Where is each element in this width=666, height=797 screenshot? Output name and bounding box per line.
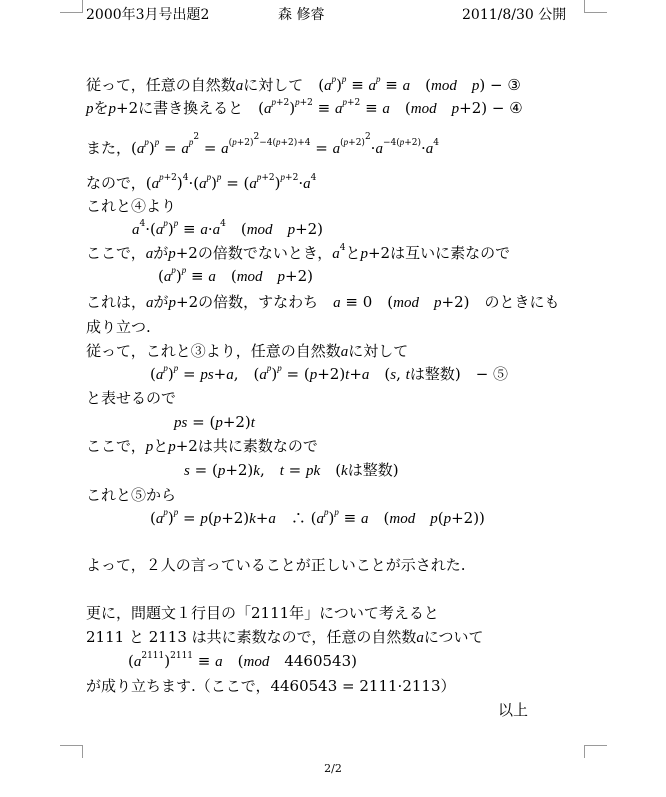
- header-title: 2000年3月号出題2: [86, 7, 210, 23]
- text-line: 従って，これと③より，任意の自然数aに対して: [86, 342, 409, 360]
- closing-mark: 以上: [498, 701, 529, 719]
- text-line: なので，$(a^{p+2})^4\cdot(a^p)^p = (a^{p+2})^{p+2}\cdot a^4$: [86, 172, 317, 192]
- text-line: これは，aがp+2の倍数，すなわち a ≡ 0 (mod p+2) のときにも: [86, 293, 560, 311]
- text-line: 成り立つ.: [86, 318, 151, 336]
- crop-mark-bottom-right: [584, 745, 607, 758]
- text-line: $(a^p)^p = ps+a$, $(a^p)^p = (p+2)t+a$ (s, tは整数) − ⑤: [150, 363, 509, 383]
- text-line: と表せるので: [86, 389, 177, 407]
- text-line: $a^4\cdot(a^p)^p \equiv a\cdot a^4$ (mod p+2): [132, 218, 324, 238]
- text-line: が成り立ちます.（ここで，4460543 = 2111·2113）: [86, 677, 456, 695]
- text-line: ここで，aがp+2の倍数でないとき，$a^4$とp+2は互いに素なので: [86, 243, 511, 262]
- text-line: ps = (p+2)t: [174, 413, 255, 431]
- text-line: これと⑤から: [86, 486, 177, 504]
- text-line: s = (p+2)k, t = pk (kは整数): [184, 461, 399, 479]
- crop-mark-bottom-left: [60, 745, 83, 758]
- text-line: また，$(a^p)^p = a^{p^2} = a^{(p+2)^2-4(p+2)+4} = a^{(p+2)^2}\cdot a^{-4(p+2)}\cdot a^4$: [86, 132, 440, 157]
- header-date: 2011/8/30 公開: [462, 7, 567, 23]
- header-author: 森 修睿: [278, 7, 325, 23]
- crop-mark-top-left: [60, 0, 83, 13]
- text-line: 更に，問題文１行目の「2111年」について考えると: [86, 604, 439, 622]
- text-line: $(a^{2111})^{2111} \equiv a$ (mod 4460543): [128, 651, 358, 670]
- text-line: pをp+2に書き換えると $(a^{p+2})^{p+2} \equiv a^{p+2} \equiv a$ (mod p+2) − ④: [86, 97, 523, 117]
- page-number: 2/2: [324, 762, 342, 775]
- text-line: $(a^p)^p \equiv a$ (mod p+2): [158, 265, 314, 285]
- crop-mark-top-right: [584, 0, 607, 13]
- text-line: 従って，任意の自然数aに対して $(a^p)^p \equiv a^p \equiv a$ (mod p) − ③: [86, 74, 521, 94]
- text-line: よって，２人の言っていることが正しいことが示された.: [86, 556, 466, 574]
- text-line: ここで，pとp+2は共に素数なので: [86, 437, 318, 455]
- text-line: $(a^p)^p = p(p+2)k+a$ ∴ $(a^p)^p \equiv a$ (mod p(p+2)): [150, 507, 485, 527]
- text-line: 2111 と 2113 は共に素数なので，任意の自然数aについて: [86, 628, 484, 646]
- text-line: これと④より: [86, 197, 177, 215]
